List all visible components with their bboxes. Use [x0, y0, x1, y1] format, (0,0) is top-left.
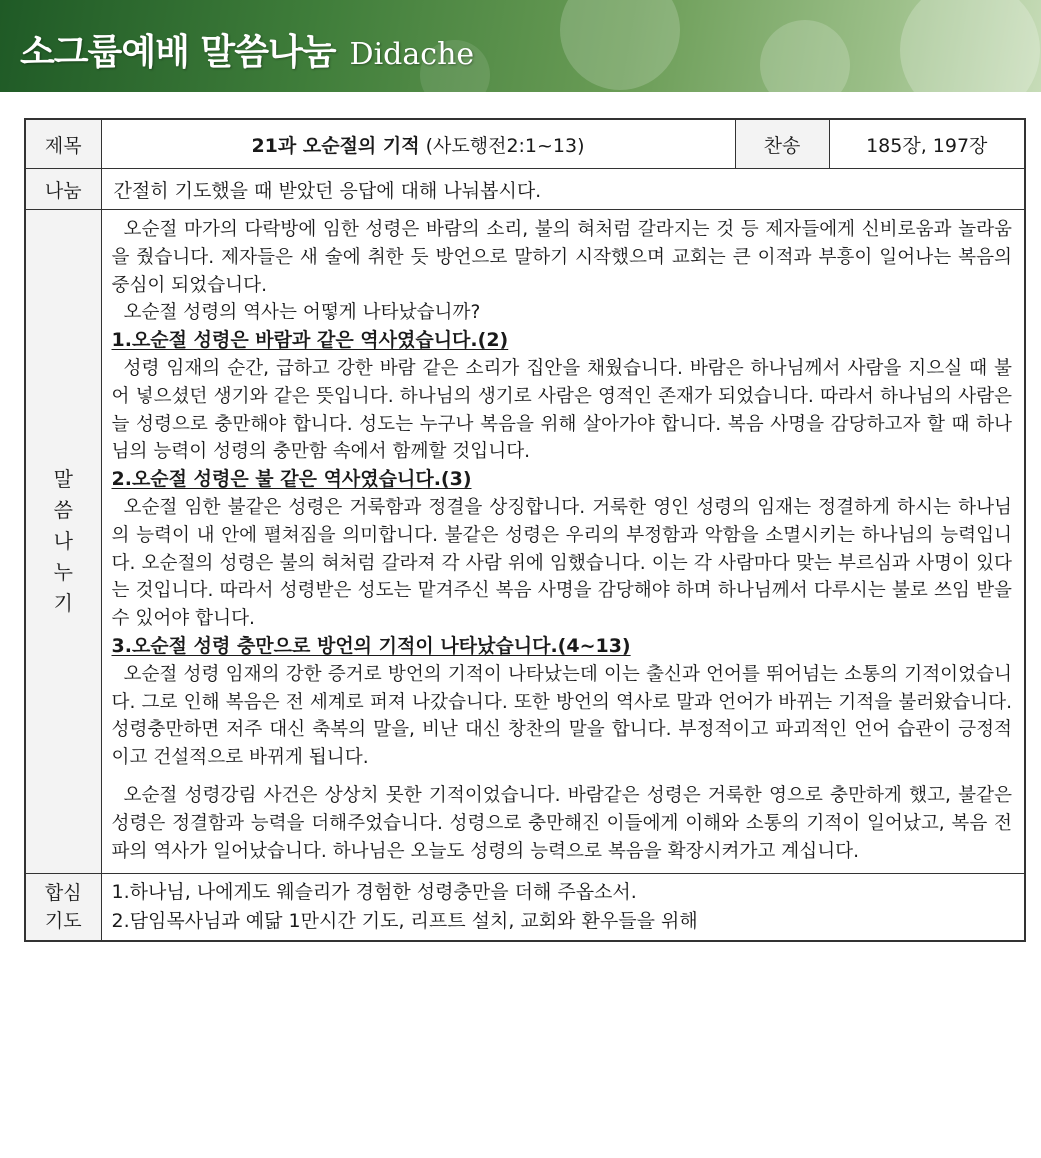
prayer-item: 1.하나님, 나에게도 웨슬리가 경험한 성령충만을 더해 주옵소서. — [111, 881, 637, 904]
title-label: 제목 — [25, 119, 101, 169]
header-banner — [0, 0, 1041, 92]
banner-title — [20, 24, 474, 75]
intro-question: 오순절 성령의 역사는 어떻게 나타났습니까? — [123, 302, 481, 324]
prayer-row — [25, 874, 1025, 942]
prayer-items — [101, 874, 1025, 942]
point-2-heading: 2.오순절 성령은 불 같은 역사였습니다.(3) — [111, 468, 472, 491]
word-sharing-label-char: 나 — [53, 529, 73, 554]
word-sharing-label-char: 말 — [53, 467, 73, 492]
word-sharing-label-char: 기 — [53, 591, 73, 616]
banner-title-korean: 소그룹예배 말씀나눔 — [20, 32, 336, 73]
sharing-row — [25, 169, 1025, 210]
word-sharing-label — [25, 210, 101, 874]
prayer-label-line: 합심 — [44, 882, 82, 905]
worksheet-table — [24, 118, 1026, 942]
sermon-body — [101, 210, 1025, 874]
word-sharing-label-char: 씀 — [53, 498, 73, 523]
point-1-body: 성령 임재의 순간, 급하고 강한 바람 같은 소리가 집안을 채웠습니다. 바람은 하나님께서 사람을 지으실 때 불어 넣으셨던 생기와 같은 뜻입니다. 하나님의 생기로 사람은 영적인 존재가 되었습니다. 따라서 하나님의 사람은 늘 성령으로 충만해야 합니다. 성도는 누구나 복음을 위해 살아가야 합니다. 복음 사명을 감당하고자 할 때 하나님의 능력이 성령의 충만함 속에서 함께할 것입니다. — [111, 357, 1012, 463]
conclusion-paragraph: 오순절 성령강림 사건은 상상치 못한 기적이었습니다. 바람같은 성령은 거룩한 영으로 충만하게 했고, 불같은 성령은 정결함과 능력을 더해주었습니다. 성령으로 충만해진 이들에게 이해와 소통의 기적이 일어났고, 복음 전파의 역사가 일어났습니다. 하나님은 오늘도 성령의 능력으로 복음을 확장시켜가고 계십니다. — [111, 784, 1012, 862]
word-sharing-label-char: 누 — [53, 560, 73, 585]
scripture-reference: (사도행전2:1~13) — [425, 134, 585, 157]
point-3-heading: 3.오순절 성령 충만으로 방언의 기적이 나타났습니다.(4~13) — [111, 634, 631, 657]
worksheet — [24, 118, 1024, 942]
sharing-label: 나눔 — [25, 169, 101, 210]
prayer-label — [25, 874, 101, 942]
banner-title-english: Didache — [349, 37, 475, 72]
lesson-title: 21과 오순절의 기적 — [251, 134, 420, 157]
point-2-body: 오순절 임한 불같은 성령은 거룩함과 정결을 상징합니다. 거룩한 영인 성령의 임재는 정결하게 하시는 하나님의 능력이 내 안에 펼쳐짐을 의미합니다. 불같은 성령은 우리의 부정함과 악함을 소멸시키는 하나님의 능력입니다. 오순절의 성령은 불의 혀처럼 갈라져 각 사람 위에 임했습니다. 이는 각 사람마다 맞는 부르심과 사명이 있다는 것입니다. 따라서 성령받은 성도는 맡겨주신 복음 사명을 감당해야 하며 하나님께서 다루시는 불로 쓰임 받을 수 있어야 합니다. — [111, 496, 1012, 630]
point-1-heading: 1.오순절 성령은 바람과 같은 역사였습니다.(2) — [111, 329, 509, 352]
hymn-label: 찬송 — [735, 119, 829, 169]
hymn-value: 185장, 197장 — [829, 119, 1025, 169]
point-3-body: 오순절 성령 임재의 강한 증거로 방언의 기적이 나타났는데 이는 출신과 언어를 뛰어넘는 소통의 기적이었습니다. 그로 인해 복음은 전 세계로 퍼져 나갔습니다. 또한 방언의 역사로 말과 언어가 바뀌는 기적을 불러왔습니다. 성령충만하면 저주 대신 축복의 말을, 비난 대신 창찬의 말을 합니다. 부정적이고 파괴적인 언어 습관이 긍정적이고 건설적으로 바뀌게 됩니다. — [111, 663, 1012, 769]
prayer-label-line: 기도 — [44, 910, 82, 933]
lesson-title-cell — [101, 119, 735, 169]
prayer-item: 2.담임목사님과 예닮 1만시간 기도, 리프트 설치, 교회와 환우들을 위해 — [111, 910, 698, 933]
title-row — [25, 119, 1025, 169]
word-sharing-row — [25, 210, 1025, 874]
intro-paragraph: 오순절 마가의 다락방에 임한 성령은 바람의 소리, 불의 혀처럼 갈라지는 것 등 제자들에게 신비로움과 놀라움을 줬습니다. 제자들은 새 술에 취한 듯 방언으로 말하기 시작했으며 교회는 큰 이적과 부흥이 일어나는 복음의 중심이 되었습니다. — [111, 219, 1012, 296]
sharing-question: 간절히 기도했을 때 받았던 응답에 대해 나눠봅시다. — [101, 169, 1025, 210]
